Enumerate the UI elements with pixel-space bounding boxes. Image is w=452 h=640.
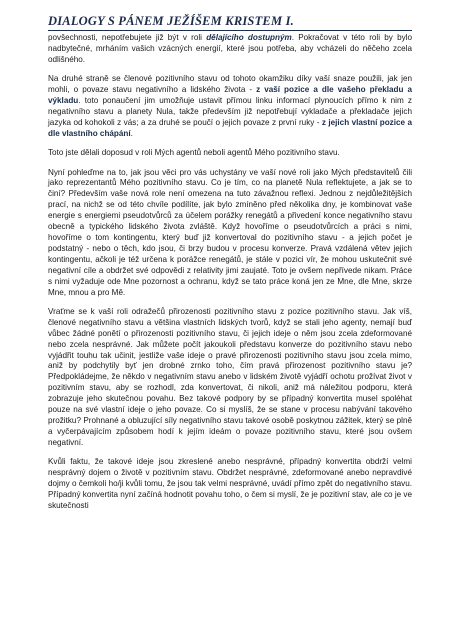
paragraph-6 [48,457,412,512]
body-text: Toto jste dělali doposud v roli Mých agentů neboli agentů Mého pozitivního stavu. [48,148,340,158]
paragraph-3 [48,148,412,159]
emphasized-text: z vaší pozice a dle vašeho překladu a výkladu [48,85,413,106]
document-page [48,14,412,520]
emphasized-text: z jejich vlastní pozice a dle vlastního chápání [48,117,412,138]
header-title: DIALOGY S PÁNEM JEŽÍŠEM KRISTEM I. [48,14,294,28]
paragraph-2 [48,74,412,139]
document-body [48,33,412,512]
body-text: Vraťme se k vaší roli odražečů přirozenosti pozitivního stavu z pozice pozitivního stavu. Jak víš, členové negativního stavu a většina vlastních lidských tvorů, když se stali jeho agenty, nemají buď vůbec žádné ponětí o přirozenosti pozitivního stavu, či jejich ideje o něm jsou zcela zdeformované nebo zcela nesprávné. Jak můžete počít jakoukoli představu konverze do pozitivního stavu nebo vyjádřit touhu tak učinit, jestliže vaše ideje o pravé přirozenosti pozitivního stavu jsou zcela mimo, aniž by podchytily byť jen drobné zrnko toho, čím pravá přirozenost pozitivního stavu je? Předpokládejme, že někdo v negativním stavu anebo v lidském životě vyjádří ochotu prožívat život v pozitivním stavu, aby se rozhodl, zda konvertovat, či nikoli, aniž má náležitou podporu, která zobrazuje jeho skutečnou povahu. Bez takové podpory by se případný konvertita musel spoléhat pouze na své vlastní ideje o jeho povaze. Co si myslíš, že se stane v procesu nabývání takového prožitku? Prohnané a obluzující síly negativního stavu takové osobě poskytnou zážitek, který se plně a vyčerpávajícím způsobem hodí k jejím ideám o povaze pozitivního stavu, které jsou ovšem negativní. [48,306,412,447]
body-text: . toto ponaučení jim umožňuje ustavit přímou linku informací plynoucích přímo k nim z negativního stavu a planety Nula, takže především již nepotřebují vykladače a překladače jejich jazyka od kohokoli z vás; a za druhé se poučí o jejich povaze z první ruky - [48,96,412,127]
emphasized-text: dělajícího dostupným [206,33,292,42]
body-text: Nyní pohleďme na to, jak jsou věci pro vás uchystány ve vaší nové roli jako Mých představitelů čili jako reprezentantů Mého pozitivního stavu. Co je tím, co na planetě Nula reflektujete, a jak se to činí? Především vaše nová role není omezena na tuto závažnou reflexi. Jednou z nejdůležitějších prací, na nichž se od této chvíle podílíte, jak bylo zmíněno před několika dny, je kombinovat vaše energie s energiemi pseudotvůrců za účelem porážky renegátů a přivedení konce negativního stavu obecně a typického lidského života zvláště. Když hovoříme o pseudotvůrcích a práci s nimi, hovoříme o tom kontingentu, který buď již konvertoval do pozitivního stavu - a jejich počet je podstatný - nebo o těch, kdo jsou, či brzy budou v procesu konverze. Pravá vzdálená větev jejich kontingentu, ačkoli je též určena k porážce renegátů, je stále v pozici vír, že mohou uskutečnit své negativní cíle a obdržet své odpovědi z relativity jimi zaujaté. Toto je ovšem nepřívede nikam. Práce s nimi vyžaduje ode Mne pozornost a ochranu, když se tato práce koná jen ze Mne, dle Mne, skrze Mne, mnou a pro Mě. [48,167,412,297]
body-text: . [130,128,133,138]
body-text: . Pokračovat v této roli by bylo nadbytečné, mrháním vašich vzácných energií, které jsou potřeba, aby vcházeli do něčeho zcela odlišného. [48,33,412,64]
page-header [48,14,412,31]
paragraph-1 [48,33,412,66]
paragraph-4 [48,168,412,299]
paragraph-5 [48,307,412,449]
body-text: Kvůli faktu, že takové ideje jsou zkreslené anebo nesprávné, případný konvertita obdrží velmi nesprávný dojem o životě v pozitivním stavu. Obdržet nesprávné, zdeformované anebo nepravdivé dojmy o čemkoli ho/ji kvůli tomu, že jsou tak velmi nesprávné, uvádí přímo zpět do negativního stavu. Případný konvertita nyní začíná hodnotit povahu toho, o čem si myslí, že je pozitivní stav, ale co je ve skutečnosti [48,457,412,510]
body-text: povšechnosti, nepotřebujete již být v roli [48,33,207,42]
body-text: Na druhé straně se členové pozitivního stavu od tohoto okamžiku díky vaší snaze použili, jak jen mohli, o povaze stavu negativního a lidského života - [48,74,412,95]
